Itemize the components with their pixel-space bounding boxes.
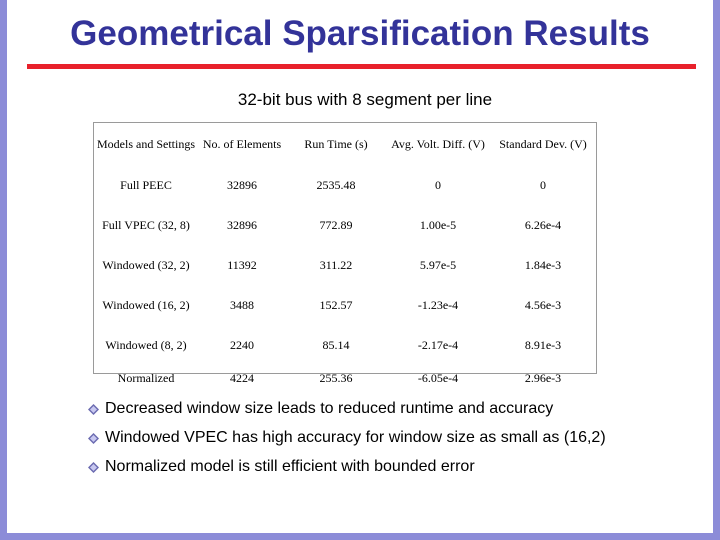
table-row	[94, 245, 596, 285]
table-cell: 2240	[230, 337, 254, 352]
table-cell: 255.36	[319, 371, 353, 385]
table-cell: 32896	[227, 177, 257, 192]
table-header-cell: No. of Elements	[202, 136, 282, 151]
table-cell: 4224	[230, 371, 254, 385]
table-row	[94, 205, 596, 245]
table-cell: 2.96e-3	[524, 371, 562, 385]
table-cell: Full VPEC (32, 8)	[102, 217, 190, 232]
table-header-cell: Models and Settings	[97, 136, 195, 151]
table-header-cell: Standard Dev. (V)	[499, 136, 587, 151]
table-cell: 1.84e-3	[524, 257, 562, 272]
diamond-bullet-icon	[88, 462, 99, 473]
diamond-bullet-icon	[88, 433, 99, 444]
bullet-text: Windowed VPEC has high accuracy for window size as small as (16,2)	[105, 429, 606, 446]
slide-title: Geometrical Sparsification Results	[70, 14, 650, 53]
table-cell: 0	[540, 177, 546, 192]
table-cell: 3488	[230, 297, 254, 312]
table-row	[94, 325, 596, 365]
bullet-item	[88, 427, 708, 456]
table-header-cell: Avg. Volt. Diff. (V)	[391, 136, 485, 151]
table-cell: 0	[435, 177, 441, 192]
table-cell: 5.97e-5	[419, 257, 457, 272]
results-table	[93, 122, 597, 385]
table-cell: -6.05e-4	[417, 371, 459, 385]
table-cell: Full PEEC	[120, 177, 172, 192]
table-cell: 11392	[227, 257, 257, 272]
table-cell: Normalized	[117, 371, 175, 385]
bullet-item	[88, 398, 708, 427]
table-row	[94, 285, 596, 325]
table-cell: -1.23e-4	[417, 297, 459, 312]
bullet-text: Decreased window size leads to reduced runtime and accuracy	[105, 400, 554, 417]
bullet-item	[88, 456, 708, 485]
title-divider	[27, 64, 696, 69]
diamond-bullet-icon	[88, 404, 99, 415]
table-cell: 152.57	[319, 297, 353, 312]
table-cell: 2535.48	[316, 177, 356, 192]
table-cell: 1.00e-5	[419, 217, 457, 232]
table-caption: 32-bit bus with 8 segment per line	[237, 90, 493, 109]
table-cell: 311.22	[319, 257, 353, 272]
table-header-cell: Run Time (s)	[304, 136, 368, 151]
bullet-list	[88, 398, 708, 485]
table-cell: 6.26e-4	[524, 217, 562, 232]
table-cell: 4.56e-3	[524, 297, 562, 312]
table-cell: Windowed (16, 2)	[102, 297, 190, 312]
bullet-text: Normalized model is still efficient with bounded error	[105, 458, 475, 475]
table-row	[94, 365, 596, 401]
table-cell: 32896	[227, 217, 257, 232]
table-cell: Windowed (8, 2)	[105, 337, 187, 352]
table-cell: 85.14	[322, 337, 350, 352]
table-cell: Windowed (32, 2)	[102, 257, 190, 272]
table-cell: 772.89	[319, 217, 353, 232]
table-cell: 8.91e-3	[524, 337, 562, 352]
table-row	[94, 165, 596, 205]
table-cell: -2.17e-4	[417, 337, 459, 352]
table-header-row	[94, 123, 596, 165]
